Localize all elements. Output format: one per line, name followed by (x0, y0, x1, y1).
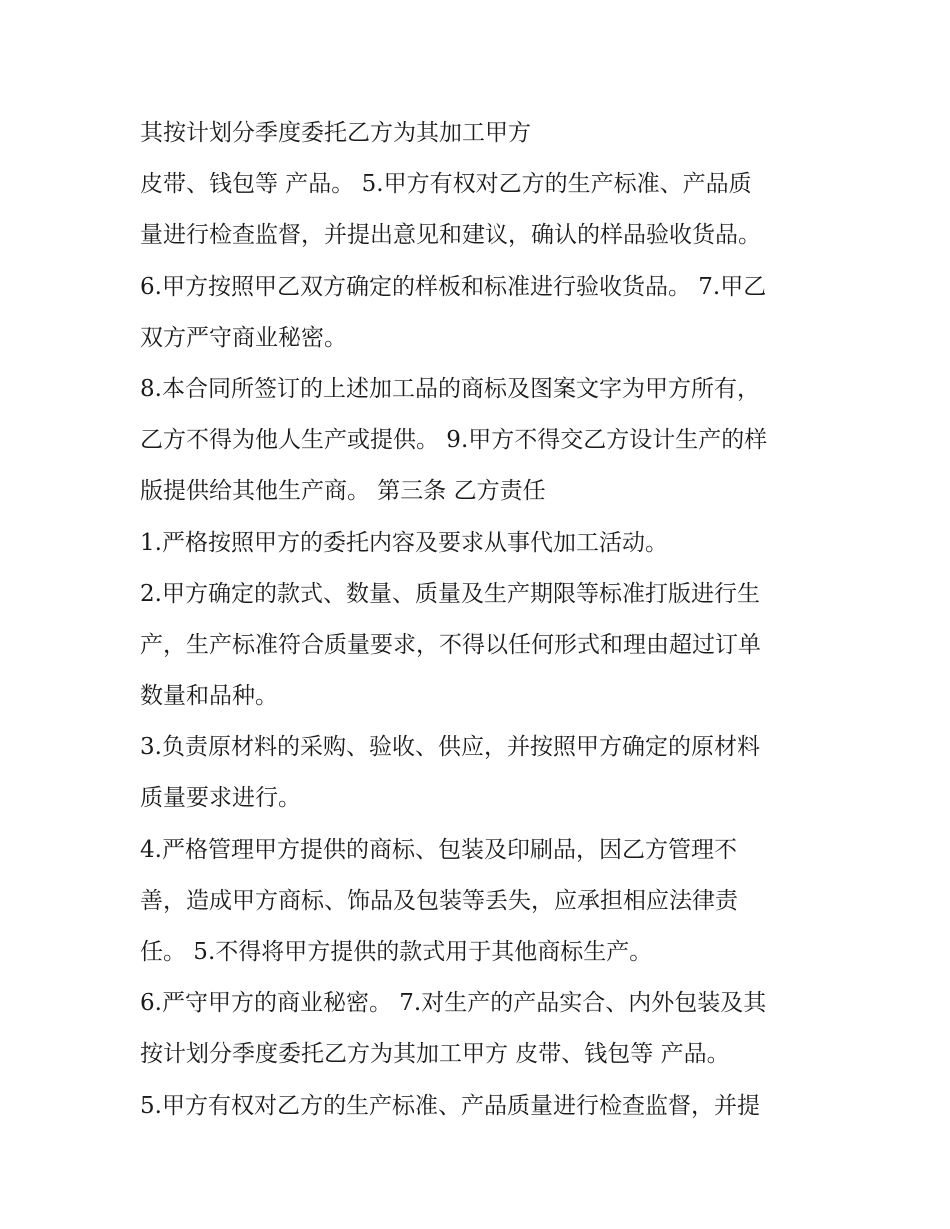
text-line: 乙方不得为他人生产或提供。 9.甲方不得交乙方设计生产的样 (140, 427, 768, 454)
text-line: 皮带、钱包等 产品。 5.甲方有权对乙方的生产标准、产品质 (140, 171, 752, 198)
text-line: 数量和品种。 (140, 683, 278, 710)
text-line: 善，造成甲方商标、饰品及包装等丢失，应承担相应法律责 (140, 887, 738, 914)
text-line: 6.严守甲方的商业秘密。 7.对生产的产品实合、内外包装及其 (140, 990, 767, 1017)
text-line: 1.严格按照甲方的委托内容及要求从事代加工活动。 (140, 529, 668, 556)
text-line: 双方严守商业秘密。 (140, 324, 347, 351)
text-line: 2.甲方确定的款式、数量、质量及生产期限等标准打版进行生 (140, 580, 760, 607)
text-line: 产，生产标准符合质量要求，不得以任何形式和理由超过订单 (140, 631, 761, 658)
text-line: 量进行检查监督，并提出意见和建议，确认的样品验收货品。 (140, 222, 761, 249)
text-line: 其按计划分季度委托乙方为其加工甲方 (140, 120, 531, 146)
text-line: 版提供给其他生产商。 第三条 乙方责任 (140, 478, 546, 505)
text-line: 5.甲方有权对乙方的生产标准、产品质量进行检查监督，并提 (140, 1092, 760, 1119)
text-line: 8.本合同所签订的上述加工品的商标及图案文字为甲方所有， (140, 375, 760, 402)
text-line: 质量要求进行。 (140, 785, 301, 812)
text-line: 6.甲方按照甲乙双方确定的样板和标准进行验收货品。 7.甲乙 (140, 273, 767, 300)
document-body (140, 108, 820, 1132)
text-line: 4.严格管理甲方提供的商标、包装及印刷品，因乙方管理不 (140, 836, 737, 863)
text-line: 按计划分季度委托乙方为其加工甲方 皮带、钱包等 产品。 (140, 1041, 730, 1068)
text-line: 3.负责原材料的采购、验收、供应，并按照甲方确定的原材料 (140, 734, 760, 761)
text-line: 任。 5.不得将甲方提供的款式用于其他商标生产。 (140, 939, 653, 965)
